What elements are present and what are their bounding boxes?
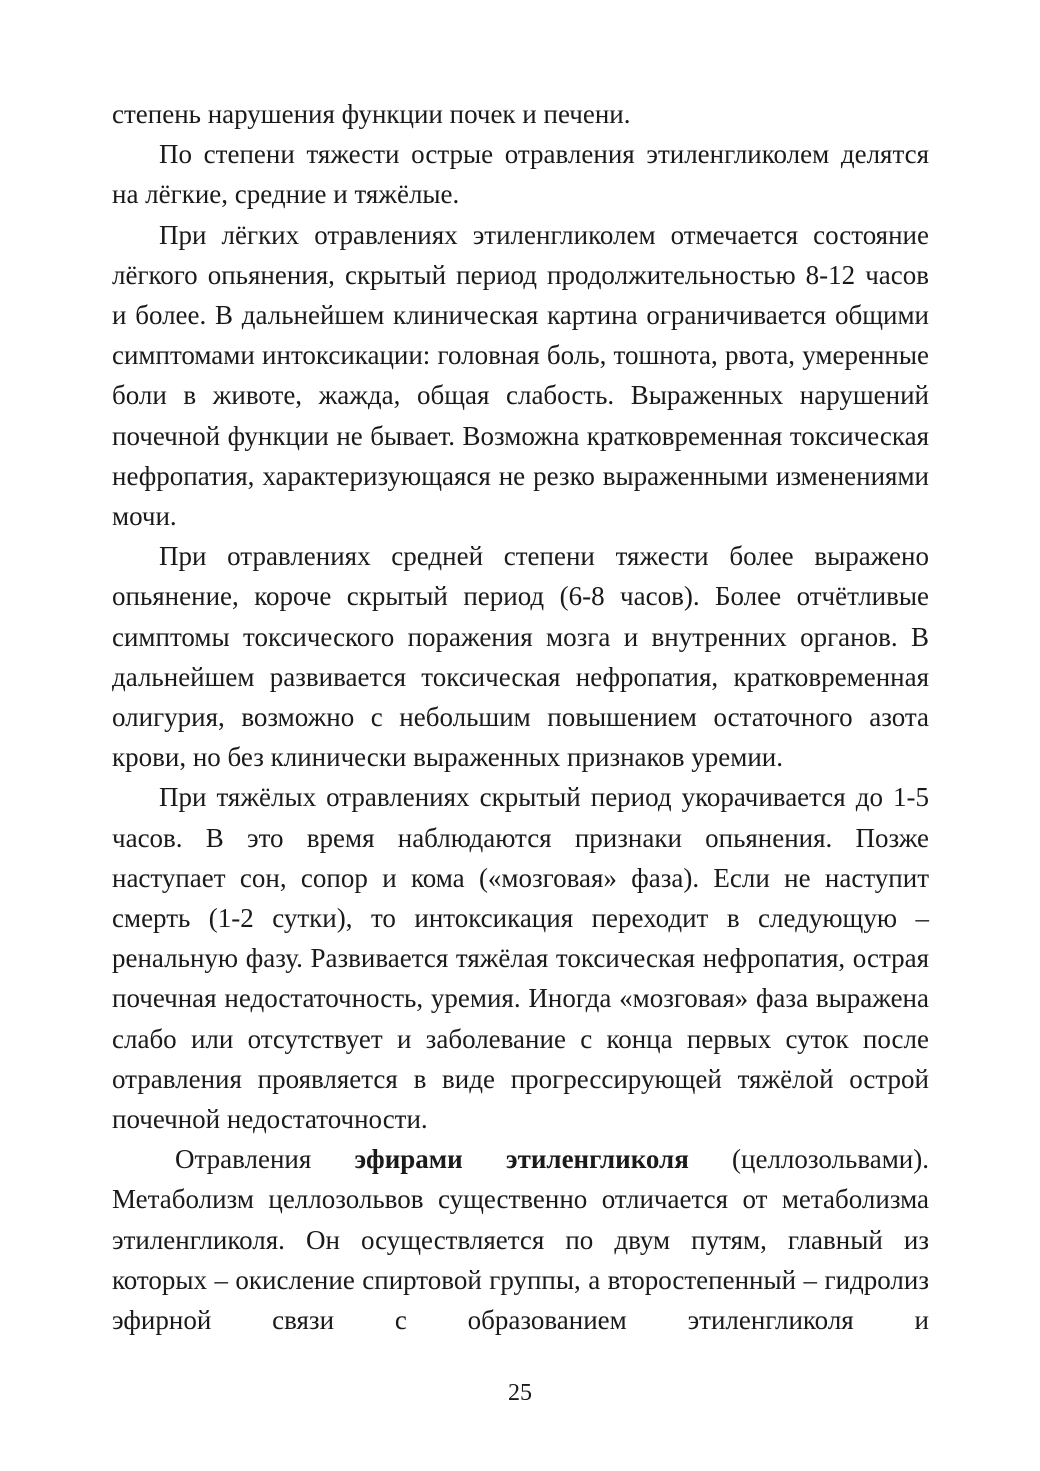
paragraph-severity-classes: По степени тяжести острые отравления этиленгликолем делятся на лёгкие, средние и тяжёлые. <box>112 139 929 210</box>
paragraph-moderate-poisoning: При отравлениях средней степени тяжести более выражено опьянение, короче скрытый период (6-8 часов). Более отчётливые симптомы токсического поражения мозга и внутренних органов. В дальнейшем развивается токсическая нефропатия, кратковременная олигурия, возможно с небольшим повышением остаточного азота крови, но без клинически выраженных признаков уремии. <box>112 541 929 773</box>
document-page <box>112 94 929 1340</box>
paragraph-ether-poisoning <box>112 1139 929 1340</box>
bold-term: эфирами этиленгликоля <box>354 1144 689 1175</box>
paragraph-mild-poisoning: При лёгких отравлениях этиленгликолем отмечается состояние лёгкого опьянения, скрытый период продолжительностью 8-12 часов и более. В дальнейшем клиническая картина ограничивается общими симптомами интоксикации: головная боль, тошнота, рвота, умеренные боли в животе, жажда, общая слабость. Выраженных нарушений почечной функции не бывает. Возможна кратковременная токсическая нефропатия, характеризующаяся не резко выраженными изменениями мочи. <box>112 219 929 532</box>
paragraph-severe-poisoning: При тяжёлых отравлениях скрытый период укорачивается до 1-5 часов. В это время наблюдаются признаки опьянения. Позже наступает сон, сопор и кома («мозговая» фаза). Если не наступит смерть (1-2 сутки), то интоксикация переходит в следующую – ренальную фазу. Развивается тяжёлая токсическая нефропатия, острая почечная недостаточность, уремия. Иногда «мозговая» фаза выражена слабо или отсутствует и заболевание с конца первых суток после отравления проявляется в виде прогрессирующей тяжёлой острой почечной недостаточности. <box>112 782 929 1135</box>
paragraph-continuation: степень нарушения функции почек и печени. <box>112 99 631 129</box>
page-number: 25 <box>508 1380 532 1406</box>
paragraph-body-text: (целлозольвами). Метаболизм целлозольвов существенно отличается от метаболизма этиленгликоля. Он осуществляется по двум путям, главный из которых – окисление спиртовой группы, а второстепенный – гидролиз эфирной связи с образованием этиленгликоля и <box>112 1144 929 1336</box>
paragraph-lead-text: Отравления <box>175 1144 355 1175</box>
